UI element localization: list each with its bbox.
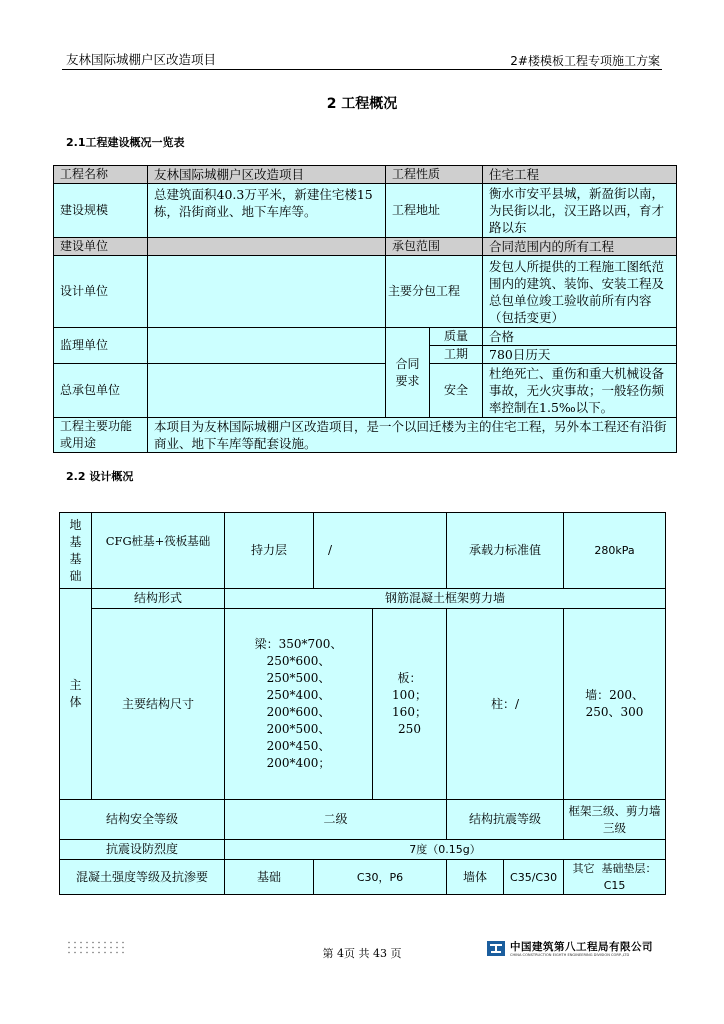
cell-value: 柱：/	[447, 609, 564, 800]
cell-label: 承载力标准值	[447, 513, 564, 589]
cell-value	[148, 328, 386, 364]
project-overview-table	[53, 165, 677, 453]
table-row	[54, 364, 677, 418]
cell-value: 杜绝死亡、重伤和重大机械设备事故，无火灾事故；一般轻伤频率控制在1.5‰以下。	[483, 364, 677, 418]
cell-value: C30，P6	[314, 860, 447, 895]
cell-value	[148, 256, 386, 328]
cell-label: 主要分包工程	[386, 256, 483, 328]
design-overview-table	[59, 512, 666, 895]
cell-label: 主体	[60, 589, 92, 800]
subsection-title-overview: 2.1工程建设概况一览表	[66, 136, 185, 149]
cell-value: 7度（0.15g）	[225, 840, 666, 860]
cell-label: 总承包单位	[54, 364, 148, 418]
company-name: 中国建筑第八工程局有限公司	[510, 941, 653, 953]
cell-value: /	[314, 513, 447, 589]
table-row	[54, 184, 677, 238]
cell-label: 混凝土强度等级及抗渗要	[60, 860, 225, 895]
page-number: 第 4页 共 43 页	[322, 947, 402, 960]
table-row	[54, 166, 677, 184]
cell-label: 质量	[430, 328, 483, 346]
cell-value: 二级	[225, 800, 447, 840]
header-divider	[62, 69, 662, 70]
cell-label: 工期	[430, 346, 483, 364]
cell-label: 抗震设防烈度	[60, 840, 225, 860]
cell-label: 地基基础	[60, 513, 92, 589]
cell-value: 780日历天	[483, 346, 677, 364]
cell-label: 工程性质	[386, 166, 483, 184]
cell-label: 建设规模	[54, 184, 148, 238]
cell-value	[564, 860, 666, 895]
cell-value: 墙：200、250、300	[564, 609, 666, 800]
table-row	[60, 589, 666, 609]
cell-label: 建设单位	[54, 238, 148, 256]
cell-label: 工程主要功能或用途	[54, 418, 148, 453]
table-row	[54, 328, 677, 346]
cell-label: 结构形式	[92, 589, 225, 609]
table-row	[60, 800, 666, 840]
table-row	[60, 840, 666, 860]
cell-label: 持力层	[225, 513, 314, 589]
subsection-title-design: 2.2 设计概况	[66, 470, 134, 483]
cell-value: 280kPa	[564, 513, 666, 589]
header-project-name: 友林国际城棚户区改造项目	[66, 52, 217, 67]
cell-value: 合格	[483, 328, 677, 346]
table-row	[60, 513, 666, 589]
cell-value: C35/C30	[504, 860, 564, 895]
cell-value: 基础垫层：C15	[601, 862, 657, 892]
header-document-title: 2#楼模板工程专项施工方案	[510, 54, 660, 68]
cell-value: 合同范围内的所有工程	[483, 238, 677, 256]
cell-label: 结构抗震等级	[447, 800, 564, 840]
table-row	[54, 418, 677, 453]
cell-value: 友林国际城棚户区改造项目	[148, 166, 386, 184]
cell-value: 住宅工程	[483, 166, 677, 184]
cell-label: 其它	[572, 862, 595, 875]
cell-value: 本项目为友林国际城棚户区改造项目，是一个以回迁楼为主的住宅工程，另外本工程还有沿街商业、地下车库等配套设施。	[148, 418, 677, 453]
cell-label: 设计单位	[54, 256, 148, 328]
cell-label: 墙体	[447, 860, 504, 895]
cell-label: 监理单位	[54, 328, 148, 364]
cell-value: 框架三级、剪力墙三级	[564, 800, 666, 840]
cell-value: 总建筑面积40.3万平米，新建住宅楼15栋，沿街商业、地下车库等。	[148, 184, 386, 238]
company-name-english: CHINA CONSTRUCTION EIGHTH ENGINEERING DIVISION CORP.,LTD	[510, 953, 630, 957]
cell-value: 钢筋混凝土框架剪力墙	[225, 589, 666, 609]
table-row	[60, 609, 666, 800]
company-logo-icon	[487, 941, 505, 960]
cell-value: 梁：350*700、250*600、250*500、250*400、200*600、200*500、200*450、200*400；	[225, 609, 373, 800]
cell-label: 承包范围	[386, 238, 483, 256]
cell-value: 衡水市安平县城，新盈街以南，为民街以北，汉王路以西，育才路以东	[483, 184, 677, 238]
table-row	[54, 256, 677, 328]
table-row	[54, 238, 677, 256]
cell-value: CFG桩基+筏板基础	[92, 513, 225, 589]
cell-label: 合同要求	[386, 328, 430, 418]
cell-value	[148, 364, 386, 418]
cell-label: 工程地址	[386, 184, 483, 238]
cell-label: 安全	[430, 364, 483, 418]
cell-label: 基础	[225, 860, 314, 895]
cell-value: 板：100；160；250	[373, 609, 447, 800]
cell-label: 结构安全等级	[60, 800, 225, 840]
cell-value	[148, 238, 386, 256]
cell-label: 主要结构尺寸	[92, 609, 225, 800]
cell-label: 工程名称	[54, 166, 148, 184]
table-row	[60, 860, 666, 895]
cell-value: 发包人所提供的工程施工图纸范围内的建筑、装饰、安装工程及总包单位竣工验收前所有内容（包括变更）	[483, 256, 677, 328]
section-title: 2 工程概况	[326, 96, 398, 112]
